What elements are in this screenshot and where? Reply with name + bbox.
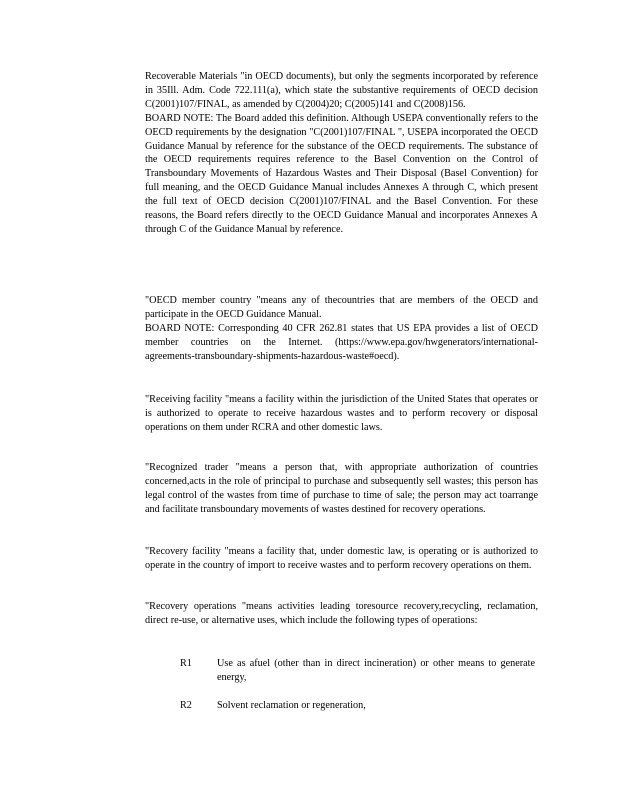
board-note: BOARD NOTE: Corresponding 40 CFR 262.81 states that US EPA provides a list of OECD member countries on the Internet. (https://www.epa.gov/hwgenerators/international-agreements-transboundary-shipments-hazardous-waste#oecd).: [145, 322, 538, 362]
definition-recognized-trader: [145, 461, 538, 517]
definition-recoverable-materials: [145, 70, 538, 237]
definition-text: "Receiving facility "means a facility within the jurisdiction of the United States that operates or is authorized to operate to receive hazardous wastes and to perform recovery or disposal operations on them under RCRA and other domestic laws.: [145, 394, 538, 433]
board-note: BOARD NOTE: The Board added this definition. Although USEPA conventionally refers to the OECD requirements by the designation "C(2001)107/FINAL ", USEPA incorporated the OECD Guidance Manual by reference for the substance of the OECD requirements. The substance of the OECD requirements requires reference to the Basel Convention on the Control of Transboundary Movements of Hazardous Wastes and Their Disposal (Basel Convention) for full meaning, and the OECD Guidance Manual includes Annexes A through C, which present the full text of OECD decision C(2001)107/FINAL and the Basel Convention. For these reasons, the Board refers directly to the OECD Guidance Manual and incorporates Annexes A through C of the Guidance Manual by reference.: [145, 112, 538, 235]
definition-text: "Recovery operations "means activities leading toresource recovery,recycling, reclamation, direct re-use, or alternative uses, which include the following types of operations:: [145, 601, 538, 626]
definition-text: "Recognized trader "means a person that, with appropriate authorization of countries concerned,acts in the role of principal to purchase and subsequently sell wastes; this person has legal control of the wastes from time of purchase to time of sale; the person may act toarrange and facilitate transboundary movements of wastes destined for recovery operations.: [145, 462, 538, 515]
definition-recovery-operations: [145, 600, 538, 628]
definition-oecd-member-country: [145, 294, 538, 364]
definition-text: "OECD member country "means any of thecountries that are members of the OECD and participate in the OECD Guidance Manual.: [145, 295, 538, 320]
operation-description: Solvent reclamation or regeneration,: [217, 700, 366, 711]
definition-text: Recoverable Materials "in OECD documents), but only the segments incorporated by reference in 35Ill. Adm. Code 722.111(a), which state the substantive requirements of OECD decision C(2001)107/FINAL, as amended by C(2004)20; C(2005)141 and C(2008)156.: [145, 71, 538, 110]
definition-text: "Recovery facility "means a facility that, under domestic law, is operating or is authorized to operate in the country of import to receive wastes and to perform recovery operations on them.: [145, 546, 538, 571]
definition-receiving-facility: [145, 393, 538, 435]
definition-recovery-facility: [145, 545, 538, 573]
operation-description: Use as afuel (other than in direct incineration) or other means to generate energy,: [217, 658, 535, 683]
operation-code: R1: [180, 658, 192, 669]
operation-code: R2: [180, 700, 192, 711]
